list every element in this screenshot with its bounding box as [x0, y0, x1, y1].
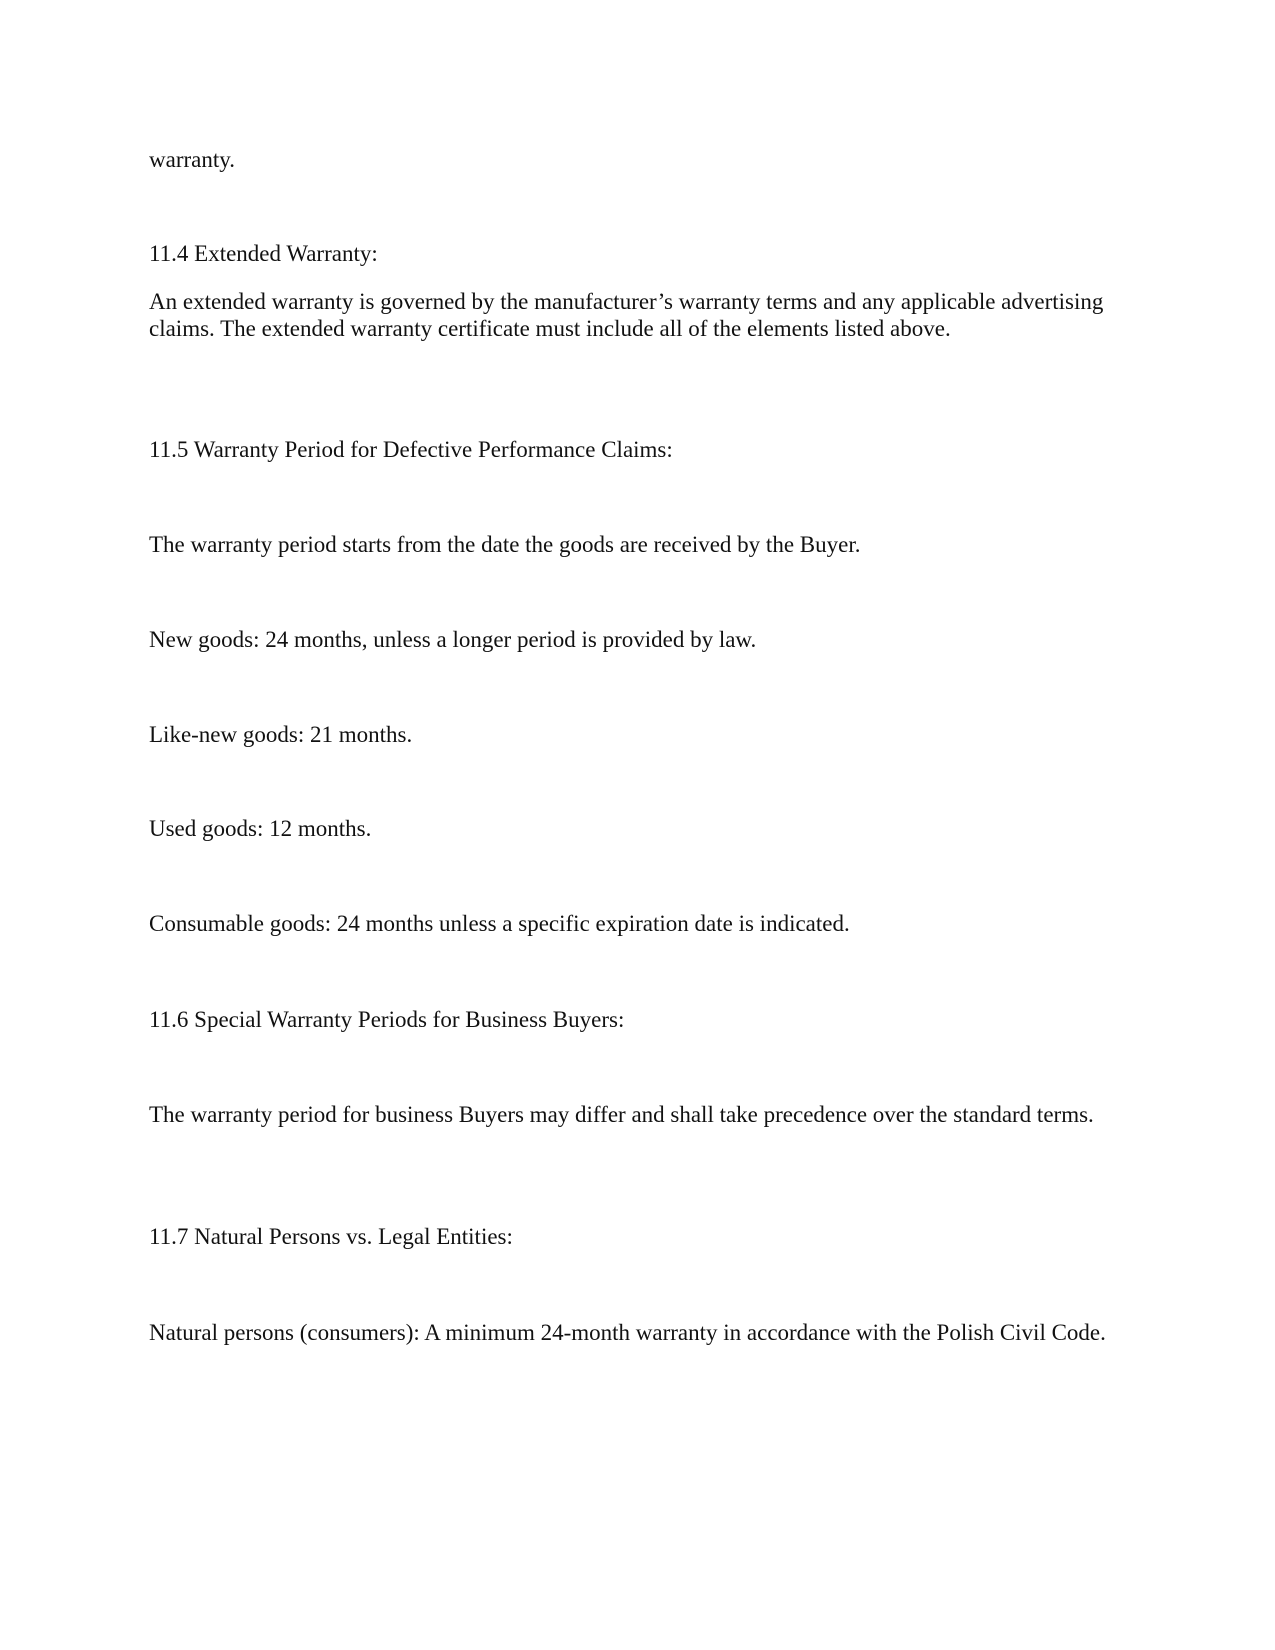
paragraph-extended-warranty: An extended warranty is governed by the manufacturer’s warranty terms and any applicable advertising claims. The extended warranty certificate must include all of the elements listed above. [149, 289, 1104, 341]
paragraph-used-goods: Used goods: 12 months. [149, 816, 372, 841]
paragraph-warranty-start: The warranty period starts from the date the goods are received by the Buyer. [149, 532, 861, 557]
section-heading-11-4: 11.4 Extended Warranty: [149, 241, 378, 266]
paragraph-consumable-goods: Consumable goods: 24 months unless a specific expiration date is indicated. [149, 911, 850, 936]
paragraph-like-new-goods: Like-new goods: 21 months. [149, 722, 413, 747]
section-heading-11-7: 11.7 Natural Persons vs. Legal Entities: [149, 1224, 513, 1249]
paragraph-warranty-continuation: warranty. [149, 147, 235, 172]
paragraph-new-goods: New goods: 24 months, unless a longer period is provided by law. [149, 627, 757, 652]
paragraph-business-buyers: The warranty period for business Buyers may differ and shall take precedence over the standard terms. [149, 1102, 1094, 1127]
section-heading-11-5: 11.5 Warranty Period for Defective Performance Claims: [149, 437, 673, 462]
paragraph-natural-persons: Natural persons (consumers): A minimum 24-month warranty in accordance with the Polish Civil Code. [149, 1320, 1106, 1345]
section-heading-11-6: 11.6 Special Warranty Periods for Business Buyers: [149, 1007, 625, 1032]
